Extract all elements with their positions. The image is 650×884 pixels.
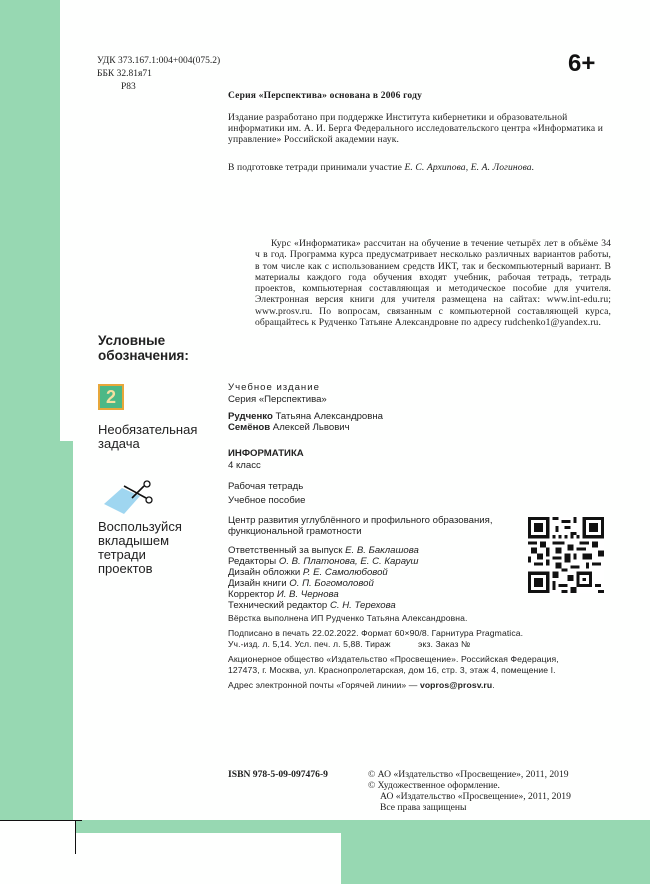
credit-row: Корректор И. В. Чернова <box>228 589 339 600</box>
development-note: Издание разработано при поддержке Института кибернетики и образовательной информатики им. А. И. Берга Федерального исследовательского центра «Информатика и управление» Российской академии наук. <box>228 112 604 146</box>
preparation-names: Е. С. Архипова, Е. А. Логинова. <box>404 162 535 173</box>
series-note: Серия «Перспектива» основана в 2006 году <box>228 91 423 101</box>
insert-label-line: вкладышем <box>98 533 170 548</box>
book-type-1: Рабочая тетрадь <box>228 481 304 492</box>
book-type <box>228 480 305 508</box>
insert-label-line: Воспользуйся <box>98 519 182 534</box>
optional-task-number: 2 <box>105 386 116 407</box>
copyright-line: АО «Издательство «Просвещение», 2011, 2019 <box>380 791 571 802</box>
age-rating: 6+ <box>568 50 596 77</box>
legend-title-line: Условные <box>98 333 166 348</box>
publisher-address: Акционерное общество «Издательство «Просвещение». Российская Федерация, 127473, г. Москва, ул. Краснопролетарская, дом 16, стр. 3, этаж 4, помещение I. <box>228 654 559 675</box>
series-name: Серия «Перспектива» <box>228 393 327 405</box>
optional-task-label-line: Необязательная <box>98 422 198 437</box>
edition-info <box>228 382 327 405</box>
copyright-line: © АО «Издательство «Просвещение», 2011, 2019 <box>368 769 569 780</box>
authors <box>228 411 383 433</box>
imprint <box>228 613 559 695</box>
green-margin-strip <box>0 441 73 820</box>
crop-mark-vertical <box>75 820 76 854</box>
copyright <box>368 769 571 813</box>
legend-title <box>98 333 189 363</box>
optional-task-label <box>98 423 197 451</box>
author-name: Алексей Львович <box>270 422 350 433</box>
scissors-insert-icon <box>102 480 154 516</box>
course-description-text: Курс «Информатика» рассчитан на обучение в течение четырёх лет в объёме 34 ч в год. Программа курса предусматривает несколько различных вариантов работы, в том числе как с использованием средств ИКТ, так и бескомпьютерный вариант. В материалы каждого года обучения входят учебник, рабочая тетрадь, тетрадь проектов, компьютерная составляющая и методическое пособие для учителя. Электронная версия книги для учителя размещена на сайтах: www.int-edu.ru; www.prosv.ru. По вопросам, связанным с компьютерной составляющей курса, обращайтесь к Рудченко Татьяне Александровне по адресу rudchenko1@yandex.ru. <box>255 238 611 329</box>
credit-row: Дизайн книги О. П. Богомоловой <box>228 578 374 589</box>
author-surname: Рудченко <box>228 411 273 422</box>
optional-task-icon <box>98 384 124 410</box>
credits-list <box>228 545 419 611</box>
book-title: ИНФОРМАТИКА <box>228 448 304 459</box>
crop-mark-horizontal <box>0 820 82 821</box>
center-line: функциональной грамотности <box>228 526 362 537</box>
udk-code: УДК 373.167.1:004+004(075.2) <box>97 56 221 66</box>
print-details: Подписано в печать 22.02.2022. Формат 60×90/8. Гарнитура Pragmatica. Уч.-изд. л. 5,14. Усл. печ. л. 5,88. Тираж экз. Заказ № <box>228 628 524 649</box>
book-title-block <box>228 448 304 472</box>
isbn: ISBN 978-5-09-097476-9 <box>228 769 328 780</box>
insert-label <box>98 520 182 576</box>
credit-row: Дизайн обложки Р. Е. Самолюбовой <box>228 567 388 578</box>
author-1 <box>228 411 383 422</box>
layout-note: Вёрстка выполнена ИП Рудченко Татьяна Александровна. <box>228 613 468 623</box>
credit-row: Ответственный за выпуск Е. В. Баклашова <box>228 545 419 556</box>
insert-label-line: проектов <box>98 561 153 576</box>
green-bottom-band <box>75 820 650 833</box>
book-type-2: Учебное пособие <box>228 495 306 506</box>
copyright-line: © Художественное оформление. <box>368 780 500 791</box>
preparation-note <box>228 162 534 173</box>
center-line: Центр развития углублённого и профильного образования, <box>228 515 493 526</box>
author-2 <box>228 422 383 433</box>
course-description <box>255 238 611 328</box>
credit-row: Редакторы О. В. Платонова, Е. С. Карауш <box>228 556 419 567</box>
qr-code[interactable] <box>528 517 604 593</box>
optional-task-label-line: задача <box>98 436 140 451</box>
edition-type: Учебное издание <box>228 382 320 393</box>
hotline-email[interactable]: vopros@prosv.ru <box>419 680 493 690</box>
green-margin-strip-top <box>0 0 60 441</box>
author-surname: Семёнов <box>228 422 271 433</box>
author-name: Татьяна Александровна <box>272 411 384 422</box>
legend-title-line: обозначения: <box>98 348 189 363</box>
hotline: Адрес электронной почты «Горячей линии» — vopros@prosv.ru. <box>228 680 495 690</box>
grade: 4 класс <box>228 460 261 471</box>
classification-codes <box>97 55 220 94</box>
preparation-prefix: В подготовке тетради принимали участие <box>228 162 405 173</box>
rights-reserved: Все права защищены <box>380 802 467 813</box>
green-bottom-block <box>341 833 650 884</box>
bbk-code: ББК 32.81я71 <box>97 69 152 79</box>
author-mark: Р83 <box>121 82 136 92</box>
insert-label-line: тетради <box>98 547 146 562</box>
credit-row: Технический редактор С. Н. Терехова <box>228 600 396 611</box>
publisher-center <box>228 515 493 537</box>
